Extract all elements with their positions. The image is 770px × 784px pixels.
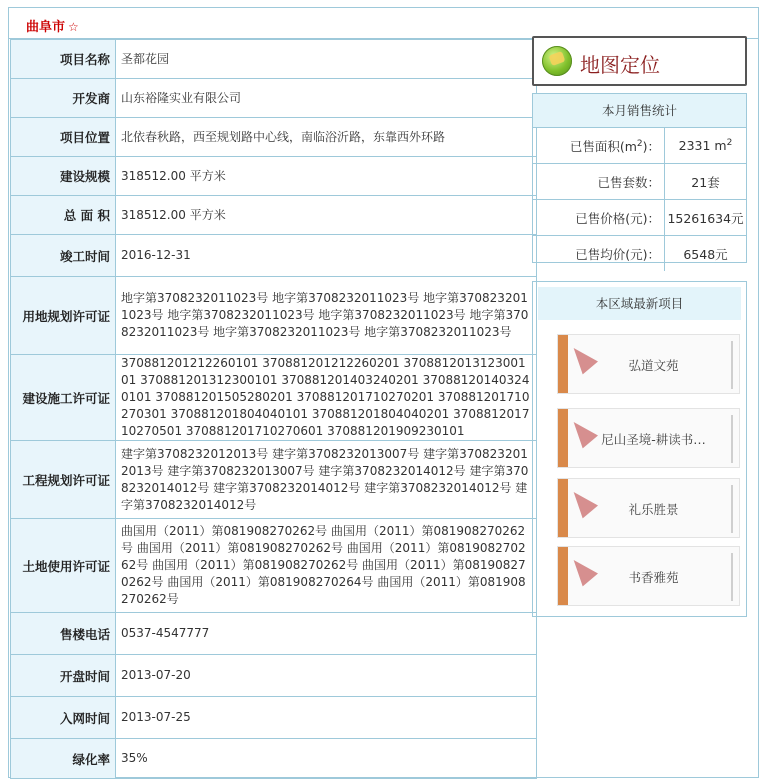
info-value: 35% [116, 739, 537, 779]
recent-projects-panel [532, 281, 747, 617]
sales-value: 21套 [665, 164, 747, 200]
info-row [11, 40, 537, 79]
info-label: 开发商 [11, 79, 116, 118]
info-row [11, 355, 537, 441]
info-row [11, 441, 537, 519]
recent-project-name: 弘道文苑 [628, 358, 679, 373]
sales-value: 2331 $m^2$ [678, 137, 733, 154]
info-label: 竣工时间 [11, 235, 116, 277]
info-row [11, 196, 537, 235]
info-row [11, 157, 537, 196]
sales-row [533, 128, 746, 164]
info-label: 项目位置 [11, 118, 116, 157]
info-value: 2013-07-25 [116, 697, 537, 739]
recent-project-name: 书香雅苑 [628, 570, 679, 585]
card-accent-bar [558, 335, 568, 393]
info-label: 开盘时间 [11, 655, 116, 697]
info-row [11, 118, 537, 157]
recent-project-card[interactable] [557, 334, 740, 394]
globe-icon [542, 46, 572, 76]
sales-label: 已售面积$(m^2)$： [533, 128, 665, 164]
sales-panel-title: 本月销售统计 [533, 94, 746, 128]
info-value: 0537-4547777 [116, 613, 537, 655]
sales-row [533, 164, 746, 200]
recent-project-name: 尼山圣境-耕读书… [601, 432, 706, 447]
info-row [11, 655, 537, 697]
sales-label: 已售套数： [533, 164, 665, 200]
sales-row [533, 200, 746, 236]
info-label: 项目名称 [11, 40, 116, 79]
card-accent-bar [558, 409, 568, 467]
card-accent-bar [558, 547, 568, 605]
recent-project-card[interactable] [557, 408, 740, 468]
info-label: 建设规模 [11, 157, 116, 196]
recent-panel-title: 本区域最新项目 [538, 287, 741, 320]
info-row [11, 235, 537, 277]
sales-row [533, 236, 746, 272]
info-value: 370881201212260101 370881201212260201 370881201312300101 370881201312300101 370881201403240201 370881201403240101 370881201505280201 370881201710270201 370881201710270301 370881201804040101 370881201804040201 370881201710270501 370881201710270601 370881201909230101 [116, 355, 537, 441]
info-value: 山东裕隆实业有限公司 [116, 79, 537, 118]
sales-label: 已售价格(元)： [533, 200, 665, 236]
sales-value: 15261634元 [665, 200, 747, 236]
info-value: 2013-07-20 [116, 655, 537, 697]
info-value: 建字第3708232012013号 建字第3708232013007号 建字第3708232012013号 建字第3708232013007号 建字第3708232014012号 建字第3708232014012号 建字第3708232014012号 建字第3708232014012号 建字第3708232014012号 [116, 441, 537, 519]
recent-project-name: 礼乐胜景 [628, 502, 679, 517]
info-value: 曲国用（2011）第081908270262号 曲国用（2011）第081908270262号 曲国用（2011）第081908270262号 曲国用（2011）第081908270262号 曲国用（2011）第081908270262号 曲国用（2011）第081908270262号 曲国用（2011）第081908270264号 曲国用（2011）第081908270262号 [116, 519, 537, 613]
info-row [11, 697, 537, 739]
info-value: 318512.00 平方米 [116, 157, 537, 196]
recent-project-card[interactable] [557, 546, 740, 606]
info-row [11, 739, 537, 779]
star-icon[interactable]: ☆ [68, 20, 79, 34]
info-value: 圣都花园 [116, 40, 537, 79]
info-label: 工程规划许可证 [11, 441, 116, 519]
map-location-label: 地图定位 [580, 53, 660, 77]
info-label: 总 面 积 [11, 196, 116, 235]
info-label: 用地规划许可证 [11, 277, 116, 355]
card-accent-bar [558, 479, 568, 537]
city-title[interactable]: 曲阜市 ☆ [26, 20, 79, 35]
info-label: 售楼电话 [11, 613, 116, 655]
info-label: 建设施工许可证 [11, 355, 116, 441]
info-value: 2016-12-31 [116, 235, 537, 277]
info-row [11, 613, 537, 655]
info-row [11, 519, 537, 613]
monthly-sales-panel [532, 93, 747, 263]
info-value: 318512.00 平方米 [116, 196, 537, 235]
sales-label: 已售均价(元)： [533, 236, 665, 272]
title-bar [9, 8, 758, 39]
sales-value: 6548元 [665, 236, 747, 272]
recent-project-card[interactable] [557, 478, 740, 538]
info-value: 地字第3708232011023号 地字第3708232011023号 地字第3708232011023号 地字第3708232011023号 地字第3708232011023号 地字第3708232011023号 地字第3708232011023号 地字第3708232011023号 [116, 277, 537, 355]
info-value: 北依春秋路，西至规划路中心线，南临浴沂路，东靠西外环路 [116, 118, 537, 157]
sales-table [533, 128, 746, 271]
info-label: 土地使用许可证 [11, 519, 116, 613]
info-label: 入网时间 [11, 697, 116, 739]
project-info-table [10, 39, 537, 779]
info-row [11, 79, 537, 118]
info-row [11, 277, 537, 355]
info-label: 绿化率 [11, 739, 116, 779]
map-location-button[interactable] [532, 36, 747, 86]
